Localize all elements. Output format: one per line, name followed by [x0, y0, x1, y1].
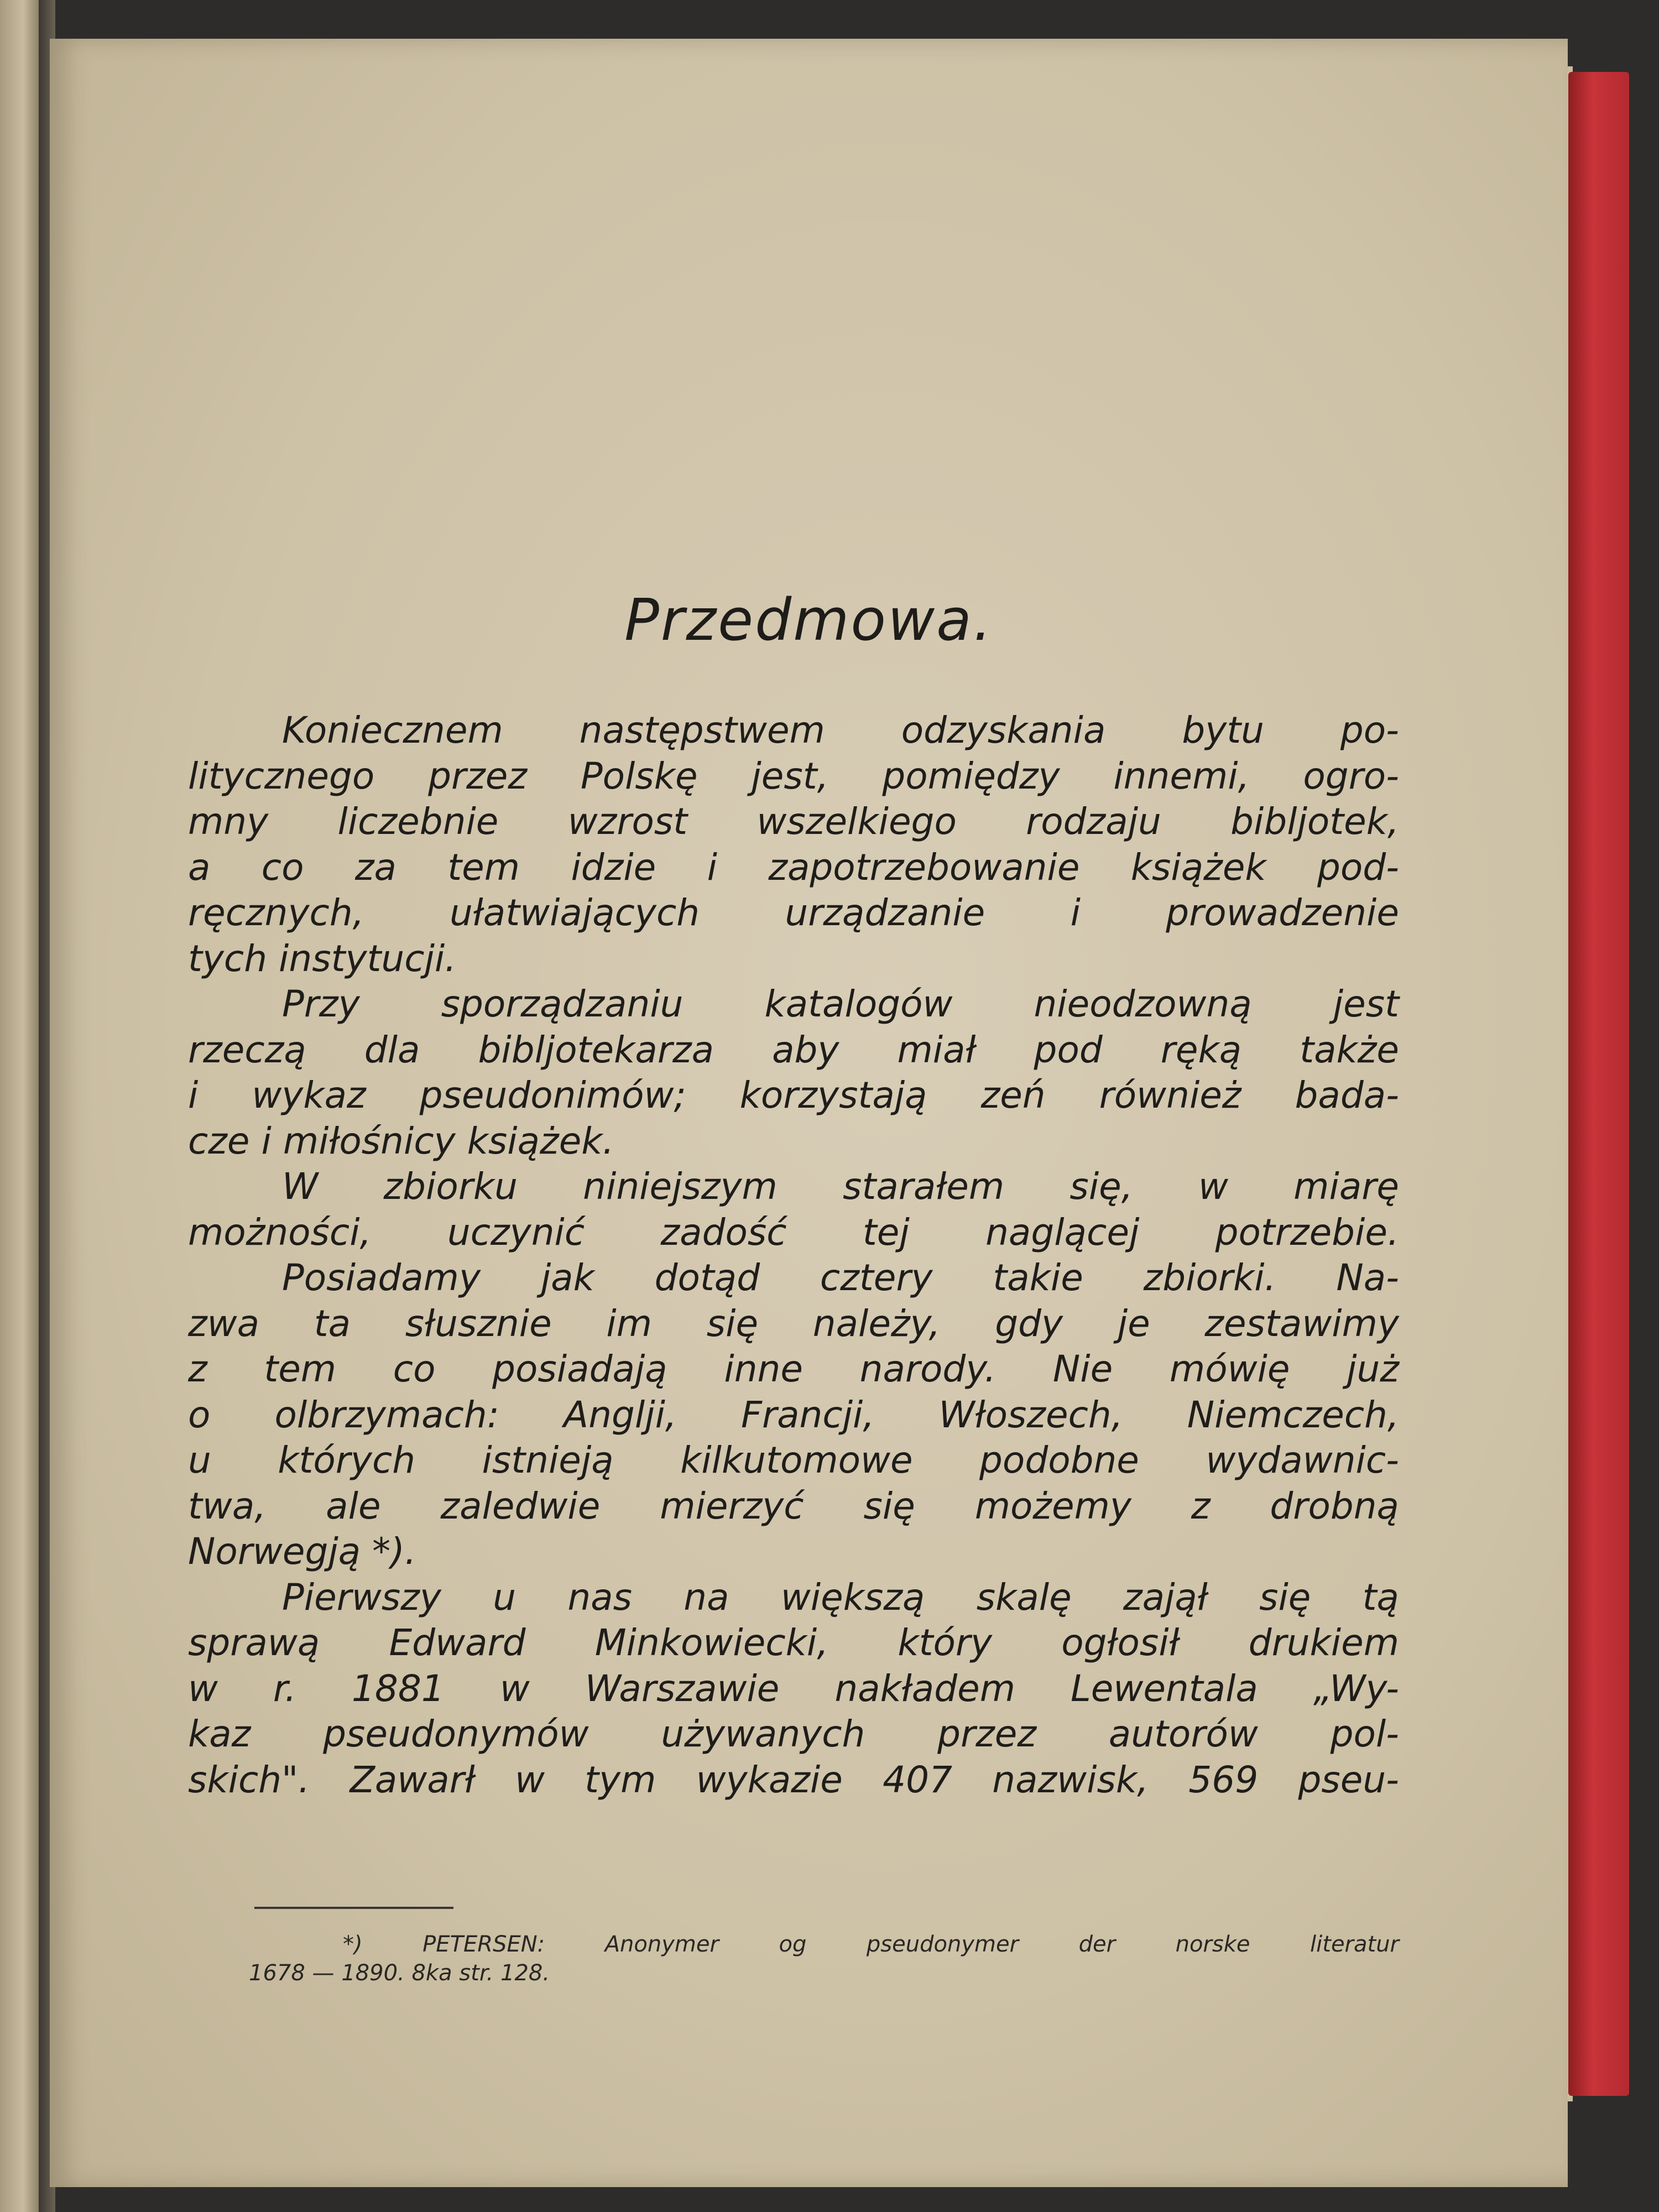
red-book-cover: [1568, 72, 1629, 2096]
previous-page-edge: [0, 0, 39, 2212]
text-line: skich". Zawarł w tym wykazie 407 nazwisk, 569 pseu-: [188, 1758, 1399, 1801]
text-line: twa, ale zaledwie mierzyć się możemy z drobną: [188, 1484, 1399, 1527]
text-line: rzeczą dla bibljotekarza aby miał pod ręką także: [188, 1028, 1399, 1071]
text-line: sprawą Edward Minkowiecki, który ogłosił drukiem: [188, 1621, 1399, 1664]
footnote: [249, 1930, 1399, 1987]
text-line: Przy sporządzaniu katalogów nieodzowną jest: [282, 983, 1399, 1025]
text-line: kaz pseudonymów używanych przez autorów pol-: [188, 1713, 1399, 1755]
text-line: mny liczebnie wzrost wszelkiego rodzaju bibljotek,: [188, 800, 1399, 843]
preface-text: [188, 708, 1399, 1803]
text-line: Posiadamy jak dotąd cztery takie zbiorki. Na-: [282, 1256, 1399, 1299]
text-line: z tem co posiadają inne narody. Nie mówię już: [188, 1348, 1399, 1390]
text-line: a co za tem idzie i zapotrzebowanie książek pod-: [188, 846, 1399, 889]
text-line: tych instytucji.: [188, 937, 457, 980]
text-line: Pierwszy u nas na większą skalę zajął się tą: [282, 1575, 1399, 1619]
text-line: ręcznych, ułatwiających urządzanie i prowadzenie: [188, 891, 1399, 934]
text-line: Norwegją *).: [188, 1530, 416, 1573]
text-line: litycznego przez Polskę jest, pomiędzy innemi, ogro-: [188, 754, 1399, 797]
book-page: [50, 39, 1568, 2187]
text-line: cze i miłośnicy książek.: [188, 1119, 614, 1162]
text-line: Koniecznem następstwem odzyskania bytu po-: [282, 709, 1399, 752]
text-line: zwa ta słusznie im się należy, gdy je zestawimy: [188, 1302, 1399, 1345]
text-line: u których istnieją kilkutomowe podobne wydawnic-: [188, 1439, 1399, 1481]
footnote-line: 1678 — 1890. 8ka str. 128.: [249, 1960, 550, 1986]
text-line: możności, uczynić zadość tej naglącej potrzebie.: [188, 1211, 1399, 1254]
footnote-line: *) PETERSEN: Anonymer og pseudonymer der norske literatur: [343, 1932, 1399, 1957]
page-title: Przedmowa.: [624, 586, 993, 654]
footnote-separator: [254, 1907, 453, 1909]
text-line: o olbrzymach: Anglji, Francji, Włoszech, Niemczech,: [188, 1393, 1399, 1436]
text-line: i wykaz pseudonimów; korzystają zeń również bada-: [188, 1074, 1399, 1117]
text-line: w r. 1881 w Warszawie nakładem Lewentala „Wy-: [188, 1667, 1399, 1710]
text-line: W zbiorku niniejszym starałem się, w miarę: [282, 1165, 1399, 1208]
